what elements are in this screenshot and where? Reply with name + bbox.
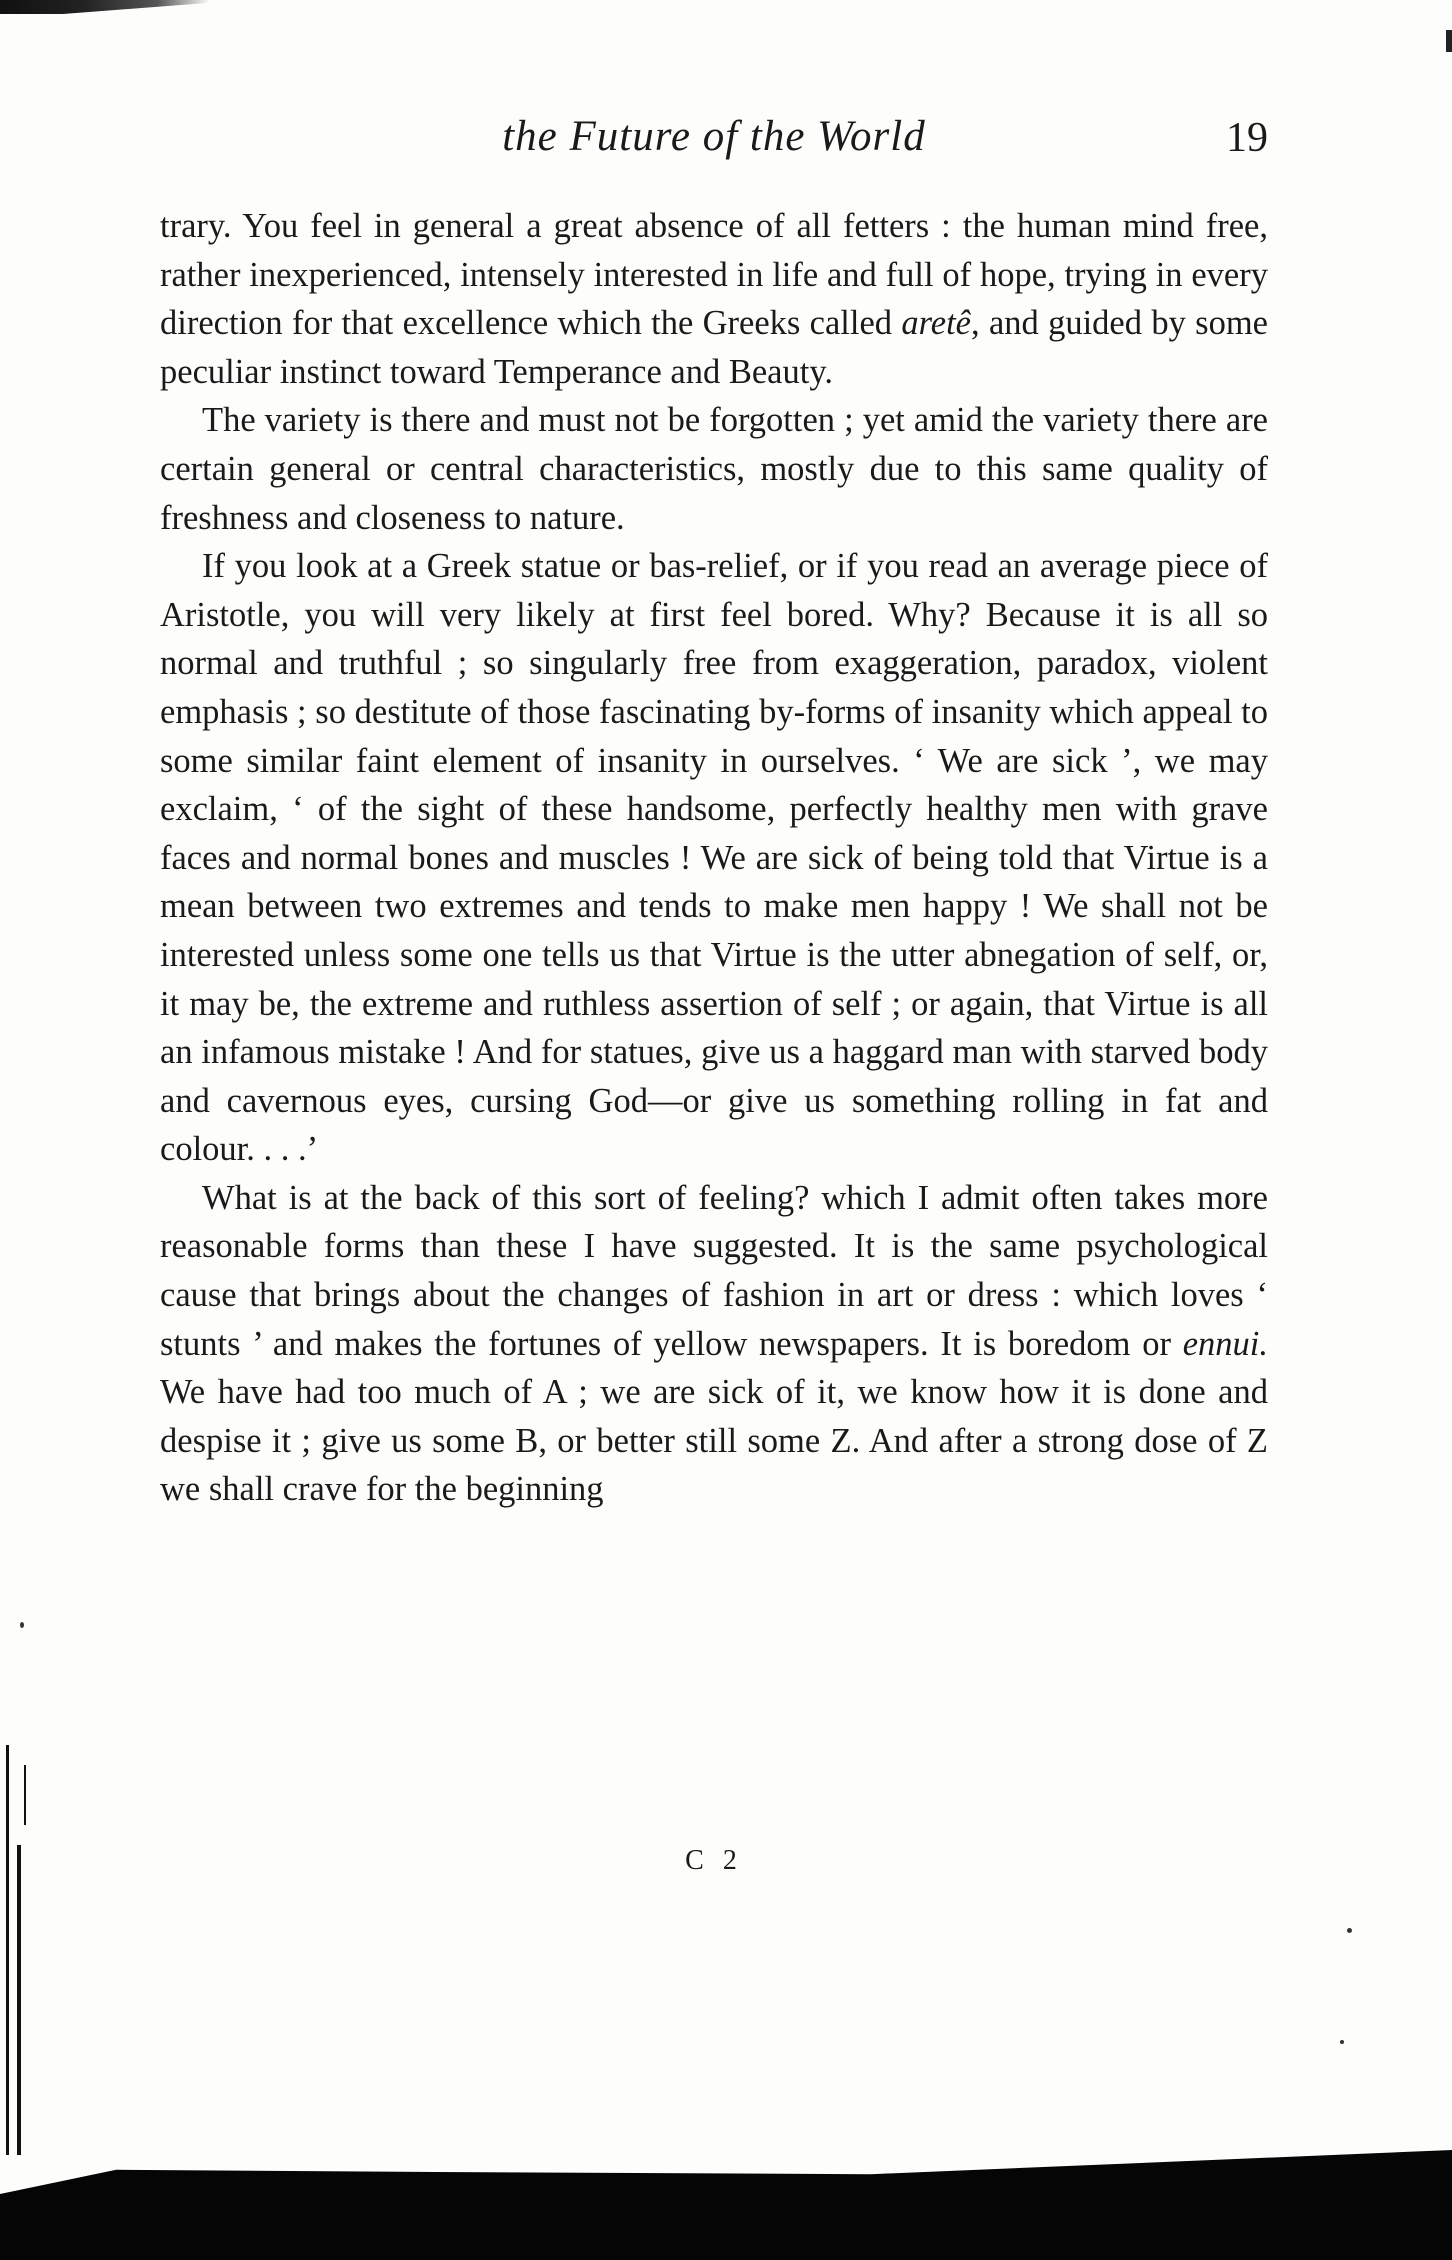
text-run: The variety is there and must not be forgotten ; yet amid the variety there are certain general or central characteristics, mostly due to this same quality of freshness and closeness to nature. xyxy=(160,401,1268,537)
running-head-title: the Future of the World xyxy=(502,113,926,160)
text-run: What is at the back of this sort of feeling? which I admit often takes more reasonable forms than these I have suggested. It is the same psychological cause that brings about the changes of fashion in art or dress : which loves ‘ stunts ’ and makes the fortunes of yellow newspapers. It is boredom or xyxy=(160,1178,1268,1363)
scan-speck xyxy=(1340,2040,1344,2044)
italic-term: ennui. xyxy=(1182,1324,1268,1363)
scan-edge-artifact xyxy=(6,1745,28,2165)
body-text xyxy=(160,202,1268,1514)
scan-edge-artifact xyxy=(0,0,210,14)
signature-mark: C 2 xyxy=(685,1845,743,1876)
running-head xyxy=(160,108,1268,168)
text-run: trary. You feel in general a great absence of all fetters : the human mind free, rather inexperienced, intensely interested in life and full of hope, trying in every direction for that excellence which the Greeks called xyxy=(160,207,1268,343)
page-number: 19 xyxy=(1226,115,1268,161)
paragraph xyxy=(160,1174,1268,1514)
scan-bottom-shadow xyxy=(0,2150,1452,2260)
text-run: , and guided by some peculiar instinct toward Temperance and Beauty. xyxy=(160,304,1268,391)
scan-speck xyxy=(20,1622,24,1628)
scan-speck xyxy=(1347,1928,1352,1933)
paragraph xyxy=(160,396,1268,542)
paragraph xyxy=(160,202,1268,396)
text-run: We have had too much of A ; we are sick of it, we know how it is done and despise it ; give us some B, or better still some Z. And after a strong dose of Z we shall crave for the beginning xyxy=(160,1373,1268,1509)
text-run: If you look at a Greek statue or bas-relief, or if you read an average piece of Aristotle, you will very likely at first feel bored. Why? Because it is all so normal and truthful ; so singularly free from exaggeration, paradox, violent emphasis ; so destitute of those fascinating by-forms of insanity which appeal to some similar faint element of insanity in ourselves. ‘ We are sick ’, we may exclaim, ‘ of the sight of these handsome, perfectly healthy men with grave faces and normal bones and muscles ! We are sick of being told that Virtue is a mean between two extremes and tends to make men happy ! We shall not be interested unless some one tells us that Virtue is the utter abnegation of self, or, it may be, the extreme and ruthless assertion of self ; or again, that Virtue is all an infamous mistake ! And for statues, give us a haggard man with starved body and cavernous eyes, cursing God—or give us something rolling in fat and colour. . . .’ xyxy=(160,547,1268,1169)
italic-term: aretê xyxy=(901,304,971,343)
paragraph xyxy=(160,542,1268,1174)
scan-edge-artifact xyxy=(1446,30,1452,52)
